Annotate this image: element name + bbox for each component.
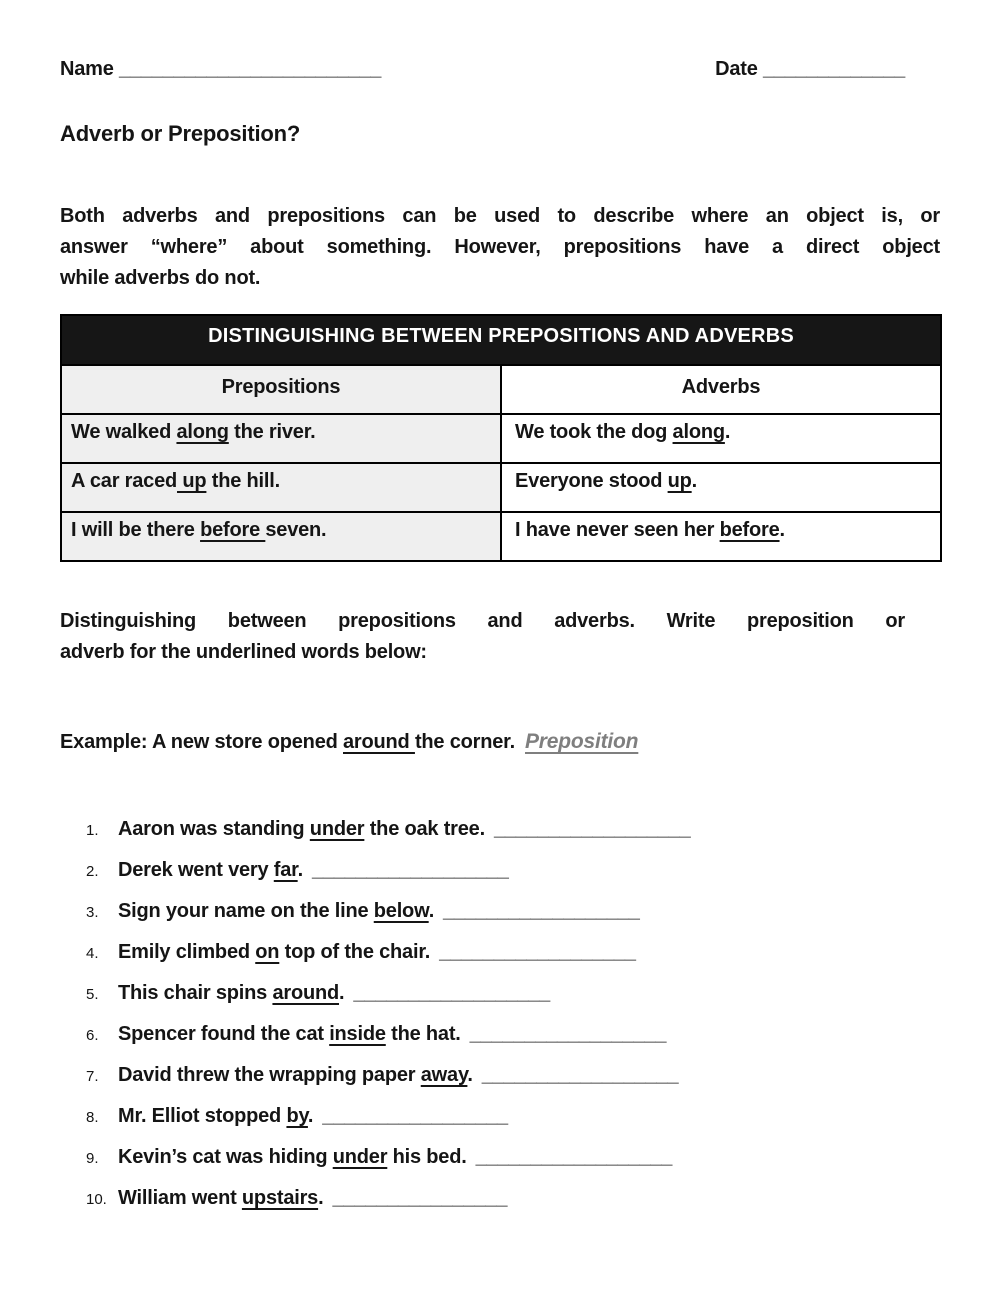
intro-line: answer “where” about something. However, prepositions have a direct object: [60, 236, 940, 258]
exercise-item-5: [86, 982, 940, 1006]
item-number: 7.: [86, 1068, 99, 1085]
sentence-text: A car raced: [71, 470, 178, 492]
preposition-example-cell: [61, 512, 501, 561]
sentence-text: .: [779, 519, 785, 541]
answer-blank-2[interactable]: __________________: [312, 859, 509, 881]
instructions-line: Distinguishing between prepositions and adverbs. Write preposition or: [60, 610, 905, 632]
date-blank[interactable]: _____________: [763, 58, 905, 80]
example-label: Example:: [60, 731, 148, 753]
preposition-example-cell: [61, 463, 501, 512]
sentence-text: .: [691, 470, 698, 492]
example-answer: Preposition: [525, 730, 639, 753]
sentence-text: I will be there: [71, 519, 201, 541]
sentence-text: the corner.: [414, 731, 515, 753]
intro-line: Both adverbs and prepositions can be used to describe where an object is, or: [60, 205, 940, 227]
sentence-text: This chair spins: [118, 982, 273, 1004]
underlined-word: below: [373, 900, 429, 922]
table-header-row: [61, 365, 941, 414]
sentence-text: Everyone stood: [515, 470, 668, 492]
exercise-item-10: [86, 1187, 940, 1211]
prepositions-adverbs-table: [60, 314, 942, 562]
table-row: [61, 414, 941, 463]
underlined-word: under: [309, 818, 365, 840]
underlined-word: under: [332, 1146, 388, 1168]
underlined-word: before: [719, 519, 780, 541]
exercise-item-2: [86, 859, 940, 883]
underlined-word: around: [343, 731, 415, 753]
sentence-text: .: [297, 859, 304, 881]
item-number: 4.: [86, 945, 99, 962]
sentence-text: .: [724, 421, 731, 443]
answer-blank-6[interactable]: __________________: [469, 1023, 667, 1045]
sentence-text: Aaron was standing: [118, 818, 310, 840]
adverb-example-cell: [501, 463, 941, 512]
sentence-text: We took the dog: [515, 421, 673, 443]
exercise-item-4: [86, 941, 940, 965]
sentence-text: Kevin’s cat was hiding: [118, 1146, 333, 1168]
sentence-text: Derek went very: [118, 859, 274, 881]
underlined-word: upstairs: [241, 1187, 319, 1209]
item-number: 2.: [86, 863, 99, 880]
sentence-text: the hill.: [206, 470, 280, 492]
exercise-item-9: [86, 1146, 940, 1170]
page-title: Adverb or Preposition?: [60, 121, 301, 146]
date-field: [715, 58, 905, 81]
exercise-item-7: [86, 1064, 940, 1088]
item-number: 10.: [86, 1191, 107, 1208]
item-number: 6.: [86, 1027, 99, 1044]
sentence-text: top of the chair.: [279, 941, 431, 963]
sentence-text: seven.: [265, 519, 327, 541]
answer-blank-4[interactable]: __________________: [439, 941, 636, 963]
sentence-text: Sign your name on the line: [118, 900, 374, 922]
answer-blank-9[interactable]: __________________: [475, 1146, 673, 1168]
example-line: [60, 730, 940, 754]
adverb-example-cell: [501, 414, 941, 463]
answer-blank-10[interactable]: ________________: [332, 1187, 508, 1209]
sentence-text: .: [307, 1105, 314, 1127]
table-title: DISTINGUISHING BETWEEN PREPOSITIONS AND ADVERBS: [61, 315, 941, 365]
sentence-text: .: [428, 900, 435, 922]
sentence-text: William went: [118, 1187, 242, 1209]
sentence-text: Spencer found the cat: [118, 1023, 330, 1045]
table-row: [61, 512, 941, 561]
exercise-item-8: [86, 1105, 940, 1129]
instructions-paragraph: [60, 606, 905, 668]
item-number: 1.: [86, 822, 99, 839]
underlined-word: along: [672, 421, 725, 443]
underlined-word: by: [286, 1105, 308, 1127]
underlined-word: far: [273, 859, 298, 881]
underlined-word: away: [420, 1064, 468, 1086]
intro-paragraph: [60, 201, 940, 294]
exercise-list: [60, 818, 940, 1211]
intro-line: while adverbs do not.: [60, 267, 261, 289]
table-title-row: [61, 315, 941, 365]
item-number: 9.: [86, 1150, 99, 1167]
answer-blank-1[interactable]: __________________: [493, 818, 691, 840]
underlined-word: around: [272, 982, 340, 1004]
table-row: [61, 463, 941, 512]
name-date-row: [60, 58, 940, 81]
sentence-text: .: [467, 1064, 473, 1086]
instructions-line: adverb for the underlined words below:: [60, 641, 427, 663]
sentence-text: the oak tree.: [364, 818, 485, 840]
preposition-example-cell: [61, 414, 501, 463]
name-blank[interactable]: ________________________: [119, 58, 382, 80]
date-label: Date: [715, 58, 758, 80]
name-field: [60, 58, 381, 81]
item-number: 3.: [86, 904, 99, 921]
underlined-word: along: [176, 421, 229, 443]
column-header-adverbs: Adverbs: [501, 365, 941, 414]
item-number: 5.: [86, 986, 99, 1003]
underlined-word: before: [200, 519, 266, 541]
sentence-text: We walked: [71, 421, 177, 443]
answer-blank-5[interactable]: __________________: [353, 982, 550, 1004]
sentence-text: the hat.: [385, 1023, 461, 1045]
exercise-item-1: [86, 818, 940, 842]
answer-blank-3[interactable]: __________________: [443, 900, 640, 922]
sentence-text: .: [318, 1187, 324, 1209]
adverb-example-cell: [501, 512, 941, 561]
underlined-word: on: [255, 941, 280, 963]
exercise-item-3: [86, 900, 940, 924]
sentence-text: David threw the wrapping paper: [118, 1064, 421, 1086]
sentence-text: Emily climbed: [118, 941, 256, 963]
sentence-text: I have never seen her: [515, 519, 720, 541]
name-label: Name: [60, 58, 114, 80]
sentence-text: the river.: [228, 421, 316, 443]
answer-blank-8[interactable]: _________________: [322, 1105, 508, 1127]
answer-blank-7[interactable]: __________________: [481, 1064, 679, 1086]
sentence-text: .: [339, 982, 345, 1004]
sentence-text: Mr. Elliot stopped: [118, 1105, 287, 1127]
underlined-word: up: [667, 470, 692, 492]
sentence-text: his bed.: [387, 1146, 467, 1168]
sentence-text: A new store opened: [147, 731, 343, 753]
item-number: 8.: [86, 1109, 99, 1126]
underlined-word: up: [177, 470, 207, 492]
column-header-prepositions: Prepositions: [61, 365, 501, 414]
underlined-word: inside: [329, 1023, 386, 1045]
exercise-item-6: [86, 1023, 940, 1047]
